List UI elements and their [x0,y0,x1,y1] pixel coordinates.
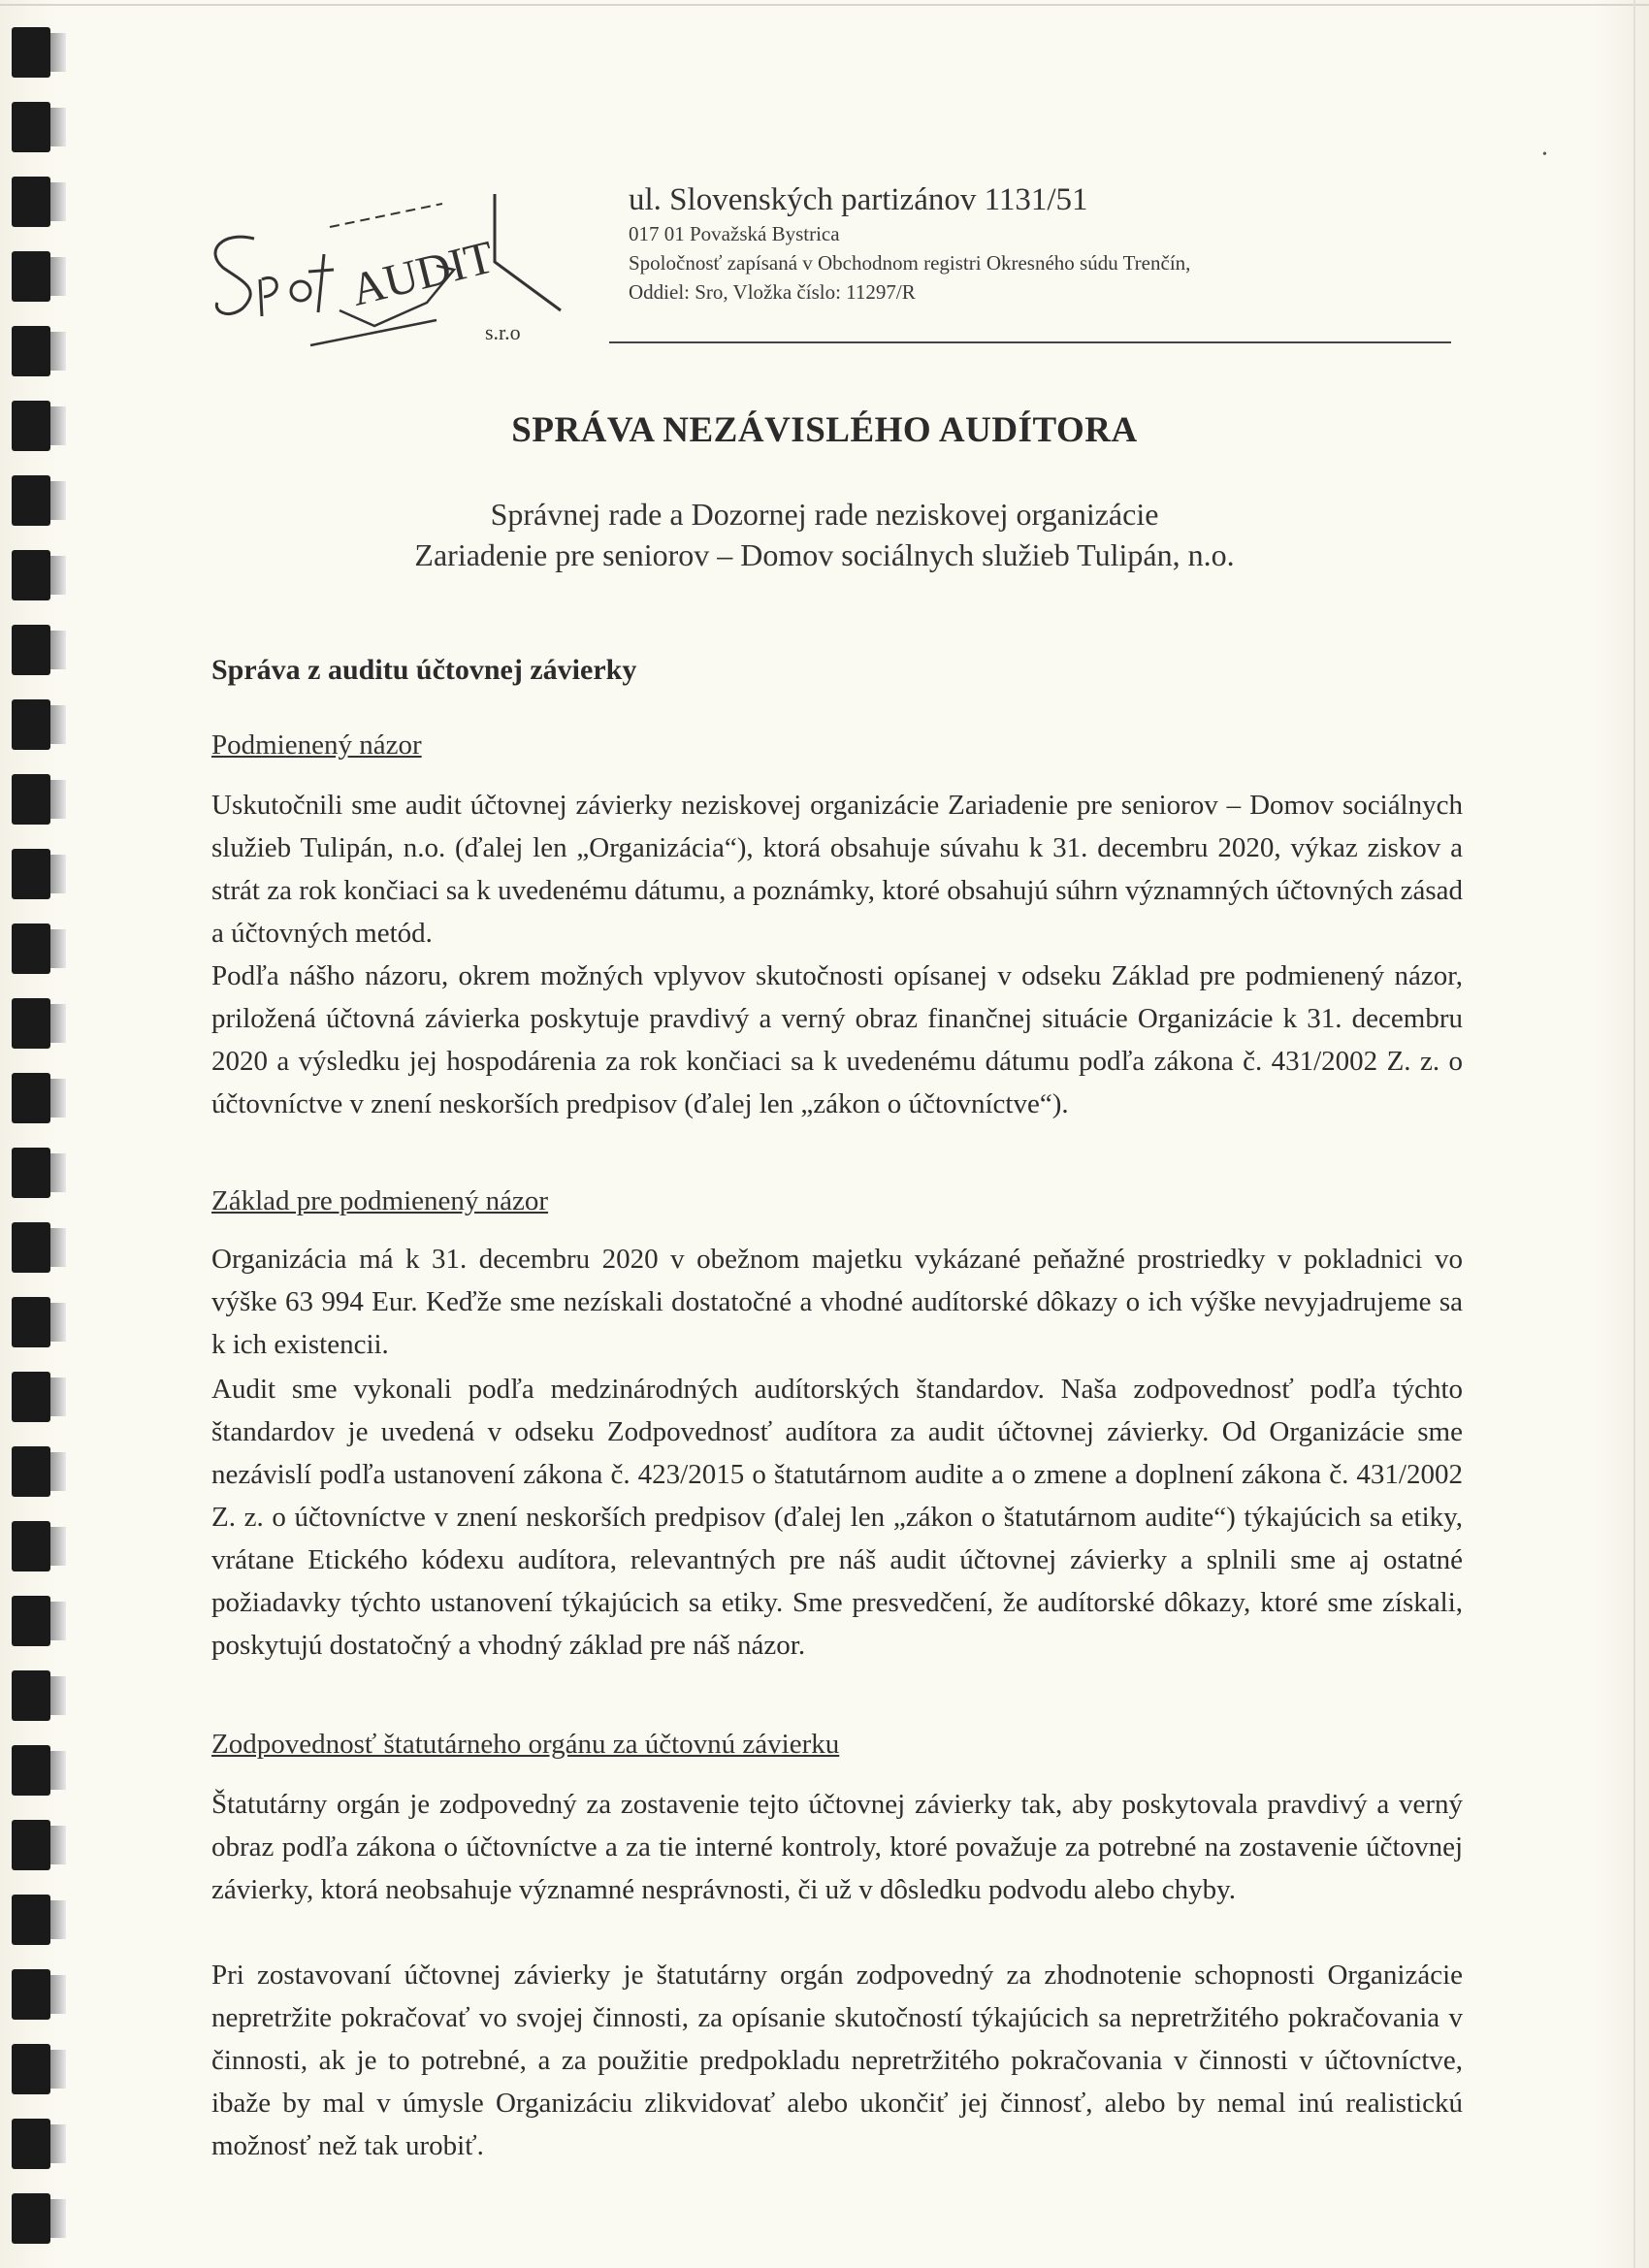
company-registry: Spoločnosť zapísaná v Obchodnom registri Okresného súdu Trenčín, [629,251,1191,275]
heading-responsibility: Zodpovednosť štatutárneho orgánu za účtovnú závierku [211,1729,840,1760]
binding-hole [12,1820,50,1870]
paragraph-responsibility-1: Štatutárny orgán je zodpovedný za zostavenie tejto účtovnej závierky tak, aby poskytovala pravdivý a verný obraz podľa zákona o účtovníctve a za tie interné kontroly, ktoré považuje za potrebné na zostavenie účtovnej závierky, ktorá neobsahuje významné nesprávnosti, či už v dôsledku podvodu alebo chyby. [211,1789,1463,1905]
paragraph-basis-1: Organizácia má k 31. decembru 2020 v obežnom majetku vykázané peňažné prostriedky v pokladnici vo výške 63 994 Eur. Keďže sme nezískali dostatočné a vhodné audítorské dôkazy o ich výške nevyjadrujeme sa k ich existencii. [211,1244,1463,1360]
binding-hole [12,177,50,227]
header-divider [609,341,1451,343]
page-top-edge [0,4,1649,6]
page-right-edge [1633,0,1635,2268]
binding-hole [12,2044,50,2094]
binding-hole [12,2193,50,2244]
spot-audit-logo [204,175,582,369]
binding-hole [12,1969,50,2020]
company-header [629,180,1502,307]
binding-hole [12,1670,50,1721]
binding-hole [12,625,50,675]
scan-speck: • [1542,147,1547,162]
document-title: SPRÁVA NEZÁVISLÉHO AUDÍTORA [511,410,1138,450]
heading-basis: Základ pre podmienený názor [211,1185,549,1216]
paragraph-responsibility-2: Pri zostavovaní účtovnej závierky je štatutárny orgán zodpovedný za zhodnotenie schopnosti Organizácie nepretržite pokračovať vo svojej činnosti, za opísanie skutočností týkajúcich sa nepretržitého pokračovania v činnosti, ak je to potrebné, a za použitie predpokladu nepretržitého pokračovania v činnosti v účtovníctve, ibaže by mal v úmysle Organizáciu zlikvidovať alebo ukončiť jej činnosť, alebo by nemal inú realistickú možnosť než tak urobiť. [211,1960,1463,2161]
company-registry-section: Oddiel: Sro, Vložka číslo: 11297/R [629,280,916,304]
paragraph-opinion-2: Podľa nášho názoru, okrem možných vplyvov skutočnosti opísanej v odseku Základ pre podmienený názor, priložená účtovná závierka poskytuje pravdivý a verný obraz finančnej situácie Organizácie k 31. decembru 2020 a výsledku jej hospodárenia za rok končiaci sa k uvedenému dátumu podľa zákona č. 431/2002 Z. z. o účtovníctve v znení neskorších predpisov (ďalej len „zákon o účtovníctve“). [211,960,1463,1119]
binding-hole [12,923,50,974]
binding-hole [12,1222,50,1273]
binding-hole [12,849,50,899]
binding-hole [12,998,50,1049]
binding-hole [12,774,50,825]
svg-text:s.r.o: s.r.o [485,320,521,344]
binding-hole [12,2119,50,2169]
addressee-line-2: Zariadenie pre seniorov – Domov sociálnych služieb Tulipán, n.o. [414,537,1235,572]
section-main-title: Správa z auditu účtovnej závierky [211,654,637,686]
binding-hole [12,1148,50,1198]
binding-hole [12,1446,50,1497]
binding-hole [12,1297,50,1347]
binding-hole [12,1745,50,1796]
binding-hole [12,1596,50,1646]
spiral-binding [0,0,68,2268]
binding-hole [12,1521,50,1571]
binding-hole [12,1895,50,1945]
addressee-line-1: Správnej rade a Dozornej rade neziskovej organizácie [490,497,1159,532]
company-city: 017 01 Považská Bystrica [629,222,840,245]
binding-hole [12,699,50,750]
binding-hole [12,1372,50,1422]
paragraph-basis-2: Audit sme vykonali podľa medzinárodných audítorských štandardov. Naša zodpovednosť podľa týchto štandardov je uvedená v odseku Zodpovednosť audítora za audit účtovnej závierky. Od Organizácie sme nezávislí podľa ustanovení zákona č. 423/2015 o štatutárnom audite a o zmene a doplnení zákona č. 431/2002 Z. z. o účtovníctve v znení neskorších predpisov (ďalej len „zákon o štatutárnom audite“) týkajúcich sa etiky, vrátane Etického kódexu audítora, relevantných pre náš audit účtovnej závierky a splnili sme aj ostatné požiadavky týchto ustanovení týkajúcich sa etiky. Sme presvedčení, že audítorské dôkazy, ktoré sme získali, poskytujú dostatočný a vhodný základ pre náš názor. [211,1374,1463,1661]
binding-hole [12,27,50,78]
company-street: ul. Slovenských partizánov 1131/51 [629,182,1088,217]
binding-hole [12,251,50,302]
binding-hole [12,326,50,376]
heading-opinion: Podmienený názor [211,729,422,761]
paragraph-opinion-1: Uskutočnili sme audit účtovnej závierky neziskovej organizácie Zariadenie pre seniorov – Domov sociálnych služieb Tulipán, n.o. (ďalej len „Organizácia“), ktorá obsahuje súvahu k 31. decembru 2020, výkaz ziskov a strát za rok končiaci sa k uvedenému dátumu, a poznámky, ktoré obsahujú súhrn významných účtovných zásad a účtovných metód. [211,790,1463,949]
svg-text:AUDIT: AUDIT [345,231,500,316]
binding-hole [12,1073,50,1123]
binding-hole [12,102,50,152]
